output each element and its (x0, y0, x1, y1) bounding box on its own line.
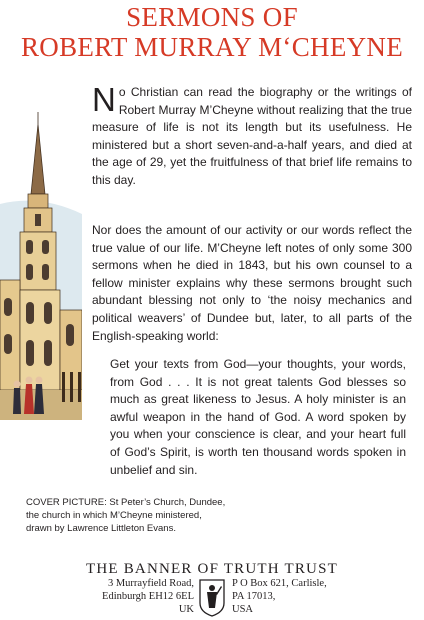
title-line-2: ROBERT MURRAY M‘CHEYNE (20, 32, 404, 62)
uk-address-line-2: Edinburgh EH12 6EL (102, 591, 194, 602)
banner-of-truth-logo-icon (197, 577, 227, 617)
us-address-line-2: PA 17013, (232, 591, 276, 602)
cover-picture-caption (26, 496, 286, 535)
us-address-line-3: USA (232, 604, 254, 615)
us-address (232, 577, 327, 616)
mcheyne-quote: Get your texts from God—your thoughts, your words, from God . . . It is not great talents God blesses so much as great likeness to Jesus. A holy minister is an awful weapon in the hand of God. A word spoken by you when your conscience is clear, and your heart full of God’s Spirit, is worth ten thousand words spoken in unbelief and sin. (110, 357, 406, 477)
intro-paragraph-text: o Christian can read the biography or the writings of Robert Murray M’Cheyne without realizing that the true measure of life is not its length but its usefulness. He ministered but a short seven-and-a-half years, and died at the age of 29, yet the fruitfulness of that brief life remains to this day. (92, 85, 412, 187)
us-address-line-1: P O Box 621, Carlisle, (232, 578, 327, 589)
title-line-1: SERMONS OF (126, 2, 298, 32)
uk-address-line-3: UK (178, 604, 194, 615)
caption-line-3: drawn by Lawrence Littleton Evans. (26, 523, 176, 534)
uk-address-line-1: 3 Murrayfield Road, (107, 578, 194, 589)
caption-text: St Peter’s Church, Dundee, (106, 497, 226, 508)
second-paragraph: Nor does the amount of our activity or our words reflect the true value of our life. M’Cheyne left notes of only some 300 sermons when he died in 1843, but his own counsel to a fellow minister explains why these sermons brought such abundant blessing not only to ‘the noisy mechanics and political weavers’ of Dundee but, later, to all parts of the English-speaking world: (92, 223, 412, 343)
publisher-name: THE BANNER OF TRUTH TRUST (86, 561, 338, 577)
intro-paragraph (92, 81, 412, 190)
drop-cap: N (92, 81, 116, 118)
caption-line-2: the church in which M’Cheyne ministered, (26, 510, 202, 521)
caption-label: COVER PICTURE: (26, 497, 107, 508)
uk-address (102, 577, 194, 616)
church-illustration-icon (0, 84, 82, 494)
